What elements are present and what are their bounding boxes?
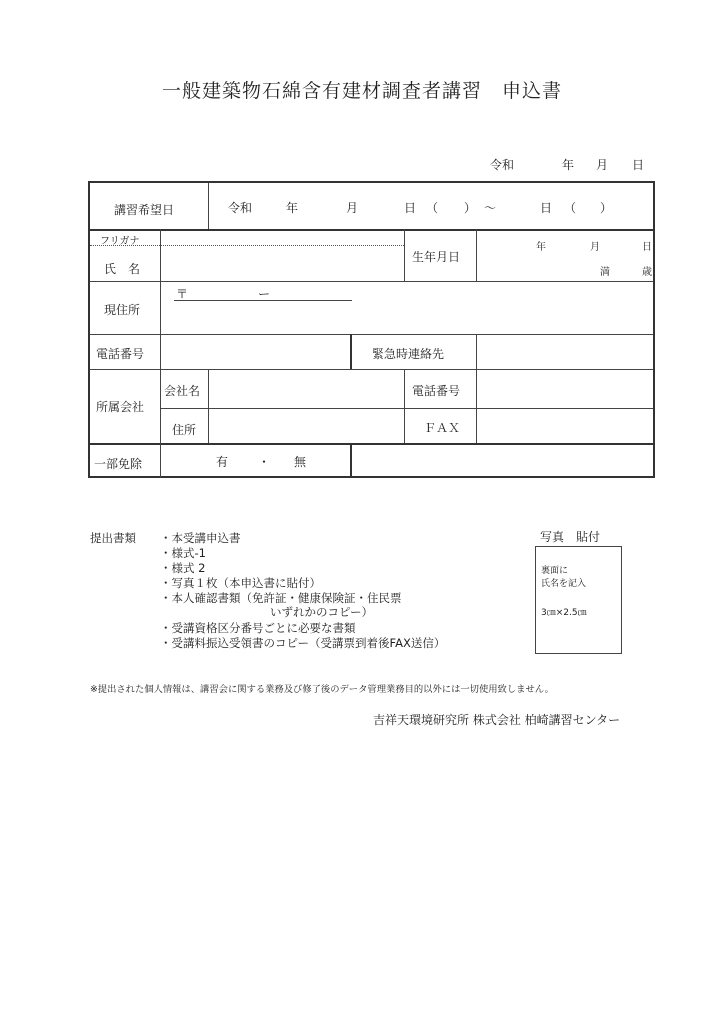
document-item: ・受講料振込受領書のコピー（受講票到着後FAX送信）: [160, 636, 446, 650]
course-weekday-open: （: [426, 201, 439, 215]
photo-note-line2: 氏名を記入: [541, 579, 587, 589]
document-item: ・様式 2: [160, 561, 206, 575]
organizer-name: 吉祥天環境研究所 株式会社 柏崎講習センター: [373, 713, 621, 727]
course-year: 年: [286, 201, 299, 215]
course-weekday2-close: ）: [600, 201, 613, 215]
date-day: 日: [632, 158, 645, 172]
furigana-label: フリガナ: [100, 236, 140, 247]
postal-dash: ー: [258, 287, 271, 301]
photo-note-line1: 裏面に: [541, 566, 569, 576]
privacy-note: ※提出された個人情報は、講習会に関する業務及び修了後のデータ管理業務目的以外には一切使用致しません。: [90, 684, 554, 695]
birth-month: 月: [590, 242, 600, 253]
company-fax-label: ＦＡＸ: [424, 421, 461, 435]
phone-label: 電話番号: [96, 347, 145, 361]
course-date-label: 講習希望日: [114, 203, 175, 217]
age-prefix: 満: [600, 267, 610, 278]
date-year: 年: [562, 158, 575, 172]
course-tilde: ～: [484, 201, 497, 215]
company-address-label: 住所: [172, 423, 197, 437]
date-month: 月: [596, 158, 609, 172]
course-era: 令和: [228, 201, 253, 215]
course-weekday2-open: （: [564, 201, 577, 215]
birth-label: 生年月日: [412, 250, 461, 264]
photo-box: [535, 546, 622, 654]
postal-mark: 〒: [176, 287, 189, 301]
document-item: ・本受講申込書: [160, 531, 241, 545]
birth-year: 年: [536, 242, 546, 253]
page-title: 一般建築物石綿含有建材調査者講習 申込書: [161, 80, 562, 102]
exemption-label: 一部免除: [94, 457, 143, 471]
exemption-yes: 有: [216, 455, 229, 469]
photo-title: 写真 貼付: [540, 530, 601, 544]
document-item: ・様式-1: [160, 546, 206, 560]
date-era: 令和: [490, 158, 515, 172]
document-item: ・受講資格区分番号ごとに必要な書類: [160, 621, 356, 635]
emergency-label: 緊急時連絡先: [372, 347, 445, 361]
course-day: 日: [404, 201, 417, 215]
exemption-no: 無: [294, 455, 307, 469]
document-item: いずれかのコピー）: [270, 605, 374, 619]
course-weekday-close: ）: [464, 201, 477, 215]
document-item: ・本人確認書類（免許証・健康保険証・住民票: [160, 591, 402, 605]
company-name-label: 会社名: [164, 384, 201, 398]
course-day2: 日: [540, 201, 553, 215]
photo-size: 3㎝×2.5㎝: [541, 608, 587, 618]
name-label: 氏 名: [104, 262, 141, 276]
birth-day: 日: [642, 242, 652, 253]
documents-label: 提出書類: [90, 531, 136, 545]
document-item: ・写真１枚（本申込書に貼付）: [160, 576, 321, 590]
age-suffix: 歳: [642, 267, 652, 278]
address-label: 現住所: [104, 303, 141, 317]
exemption-dot: ・: [258, 455, 271, 469]
course-month: 月: [346, 201, 359, 215]
application-form: [88, 181, 655, 478]
company-phone-label: 電話番号: [412, 384, 461, 398]
company-label: 所属会社: [96, 400, 145, 414]
